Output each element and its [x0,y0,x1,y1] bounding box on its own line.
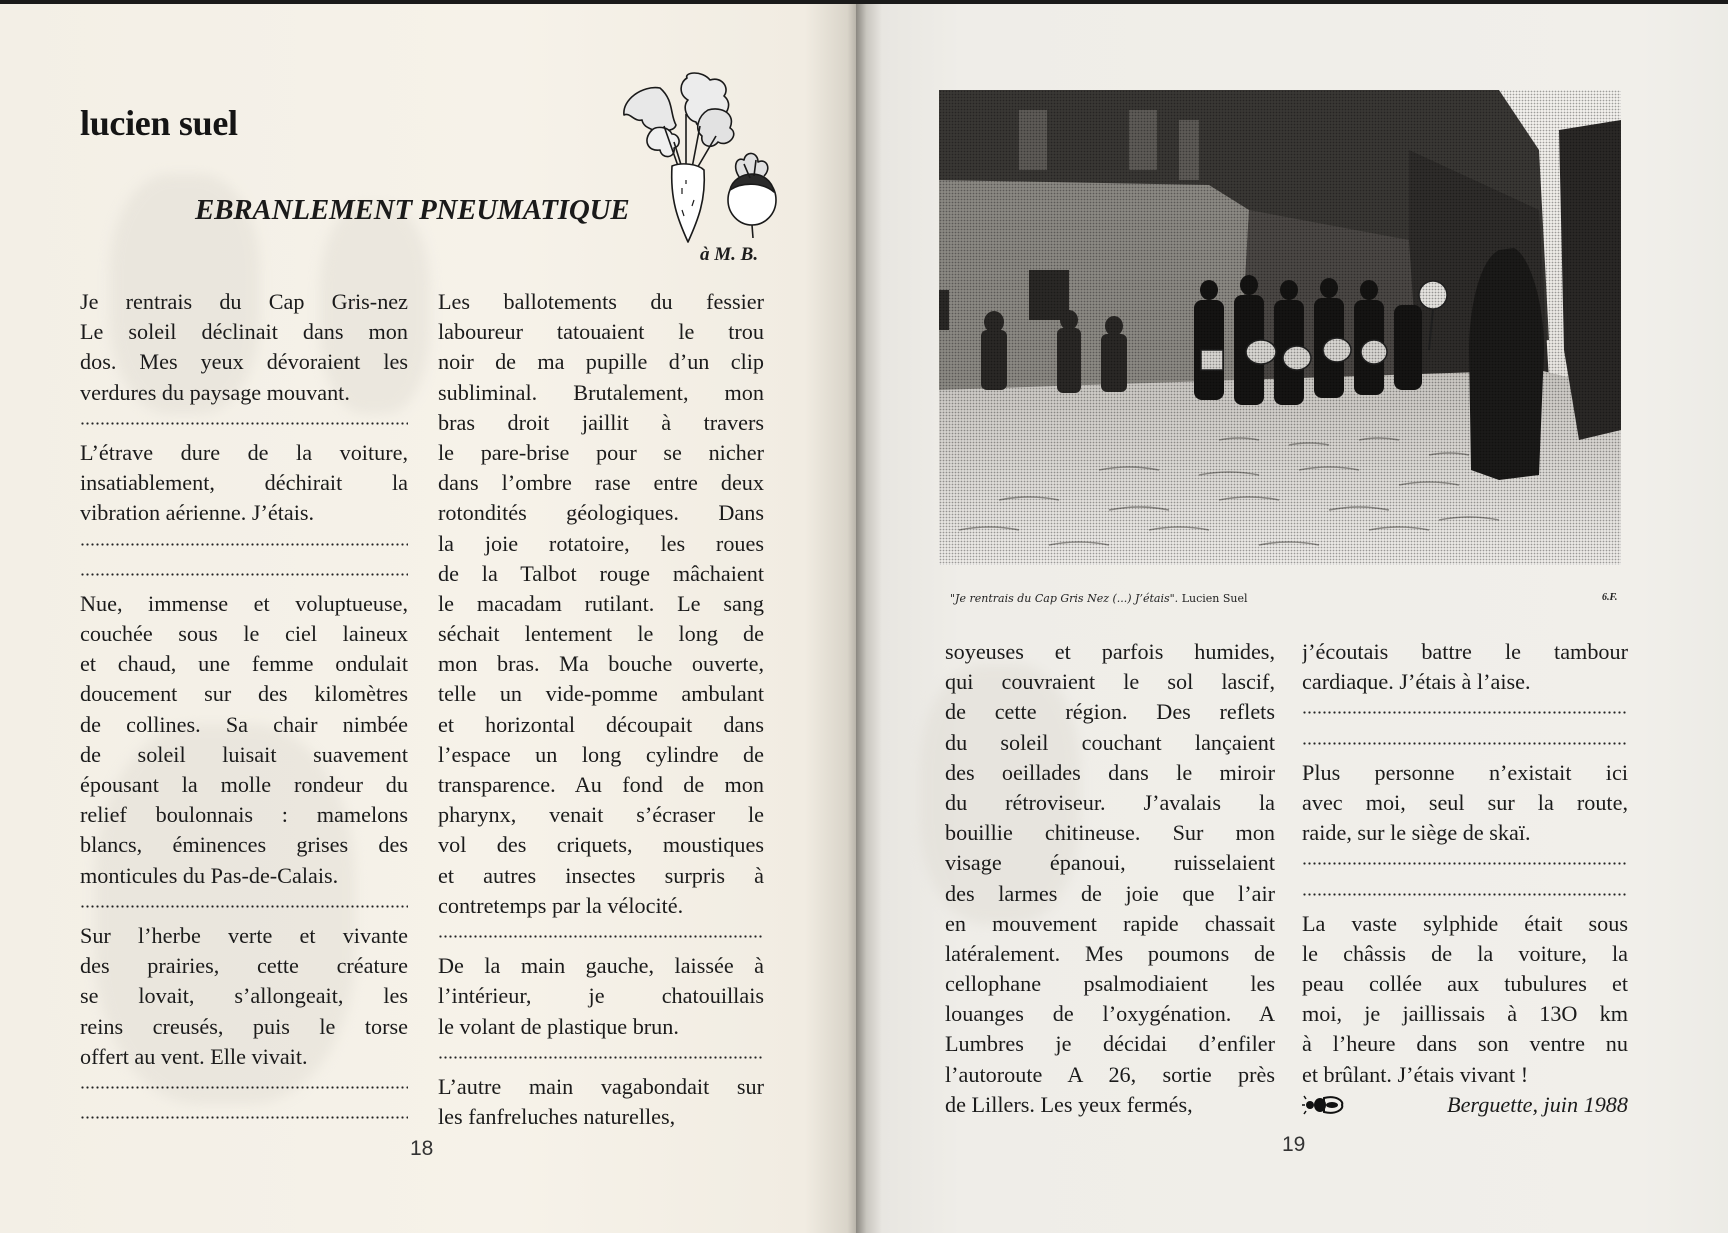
text-line: le pare-brise pour se nicher [438,439,764,465]
author-name: lucien suel [80,103,238,143]
text-line: dos. Mes yeux dévoraient les [80,349,408,375]
text-line: en mouvement rapide chassait [945,910,1275,936]
text-line: Nue, immense et voluptueuse, [80,590,408,616]
text-line: le volant de plastique brun. [438,1013,679,1039]
text-line: du rétroviseur. J’avalais la [945,789,1275,815]
text-line: Plus personne n’existait ici [1302,759,1628,785]
section-separator-dots [1302,848,1628,878]
text-line: de Lillers. Les yeux fermés, [945,1091,1193,1117]
text-line: à l’heure dans son ventre nu [1302,1031,1628,1057]
text-line: bras droit jaillit à travers [438,409,764,435]
text-line: j’écoutais battre le tambour [1302,639,1628,664]
text-line: cardiaque. J’étais à l’aise. [1302,669,1531,695]
text-line: L’autre main vagabondait sur [438,1073,764,1099]
page-number-left: 18 [410,1137,434,1160]
section-separator-dots [438,921,764,951]
text-line: des oeillades dans le miroir [945,759,1275,785]
text-line: relief boulonnais : mamelons [80,802,408,828]
text-line: cellophane psalmodiaient les [945,971,1275,997]
text-line: bouillie chitineuse. Sur mon [945,820,1275,846]
text-line: Lumbres je décidai d’enfiler [945,1031,1275,1057]
text-line: de soleil luisait suavement [80,741,408,767]
text-line: le macadam rutilant. Le sang [438,590,764,616]
text-line: avec moi, seul sur la route, [1302,789,1628,815]
section-separator-dots [1302,697,1628,727]
text-line: Sur l’herbe verte et vivante [80,922,408,948]
text-line: contretemps par la vélocité. [438,892,684,918]
text-line: vibration aérienne. J’étais. [80,500,315,526]
text-line: du soleil couchant lançaient [945,729,1275,755]
text-column-2 [438,287,764,1132]
text-line: séchait lentement le long de [438,621,764,647]
text-line: soyeuses et parfois humides, [945,639,1275,664]
text-line: noir de ma pupille d’un clip [438,349,764,375]
text-column-3 [945,637,1275,1120]
section-separator-dots [80,1072,408,1102]
section-separator-dots [1302,879,1628,909]
section-separator-dots [80,891,408,921]
text-line: l’autoroute A 26, sortie près [945,1061,1275,1087]
text-line: peau collée aux tubulures et [1302,971,1628,997]
section-separator-dots [80,408,408,438]
text-line: moi, je jaillissais à 13O km [1302,1001,1628,1027]
text-line: de cette région. Des reflets [945,699,1275,725]
section-separator-dots [80,1102,408,1132]
text-column-1 [80,287,408,1132]
dedication: à M. B. [700,244,759,265]
text-line: et chaud, une femme ondulait [80,651,408,677]
section-separator-dots [438,1042,764,1072]
text-line: couchée sous le ciel laineux [80,621,408,647]
text-line: pharynx, venait s’écraser le [438,802,764,828]
page-number-right: 19 [1282,1133,1306,1156]
text-line: l’espace un long cylindre de [438,741,764,767]
text-line: laboureur tatouaient le trou [438,319,764,345]
text-line: De la main gauche, laissée à [438,953,764,979]
place-date-signature: Berguette, juin 1988 [1447,1091,1628,1117]
text-line: transparence. Au fond de mon [438,772,764,797]
text-line: monticules du Pas-de-Calais. [80,862,339,888]
text-line: offert au vent. Elle vivait. [80,1043,308,1069]
text-line: et brûlant. J’étais vivant ! [1302,1061,1529,1087]
text-column-4 [1302,637,1628,1120]
text-line: rotondités géologiques. Dans [438,500,764,526]
text-line: le châssis de la voiture, la [1302,940,1628,966]
poem-title: EBRANLEMENT PNEUMATIQUE [195,194,630,226]
text-line: et autres insectes surpris à [438,862,764,888]
text-line: doucement sur des kilomètres [80,681,408,707]
photo-caption [950,592,1248,605]
text-line: blancs, éminences grises des [80,832,408,858]
marching-band-photo [939,90,1621,565]
text-line: subliminal. Brutalement, mon [438,379,764,405]
section-separator-dots [1302,728,1628,758]
text-line: telle un vide-pomme ambulant [438,681,764,707]
text-line: les fanfreluches naturelles, [438,1104,676,1130]
text-line: Je rentrais du Cap Gris-nez [80,289,408,314]
text-line: louanges de l’oxygénation. A [945,1001,1275,1027]
text-line: dans l’ombre rase entre deux [438,470,764,496]
text-line: Les ballotements du fessier [438,289,764,314]
text-line: mon bras. Ma bouche ouverte, [438,651,764,677]
beet-illustration-icon [612,70,782,245]
fly-ornament-icon [1302,1093,1346,1117]
photo-credit: 6.F. [1602,592,1618,603]
text-line: raide, sur le siège de skaï. [1302,820,1531,846]
text-line: épousant la molle rondeur du [80,772,408,797]
text-line: visage épanoui, ruisselaient [945,850,1275,876]
text-line: la joie rotatoire, les roues [438,530,764,556]
text-line: l’intérieur, je chatouillais [438,983,764,1009]
text-line: L’étrave dure de la voiture, [80,439,408,465]
text-line: qui couvraient le sol lascif, [945,669,1275,695]
caption-author: Lucien Suel [1181,592,1248,605]
text-line: de collines. Sa chair nimbée [80,711,408,737]
left-page [0,4,856,1233]
text-line: des larmes de joie que l’air [945,880,1275,906]
caption-quote: "Je rentrais du Cap Gris Nez (...) J’étais". [950,592,1179,605]
section-separator-dots [80,559,408,589]
text-line: La vaste sylphide était sous [1302,910,1628,936]
text-line: insatiablement, déchirait la [80,470,408,496]
signature-line [1302,1090,1628,1120]
text-line: de la Talbot rouge mâchaient [438,560,764,586]
text-line: et horizontal découpait dans [438,711,764,737]
text-line: vol des criquets, moustiques [438,832,764,858]
text-line: reins creusés, puis le torse [80,1013,408,1039]
section-separator-dots [80,529,408,559]
text-line: Le soleil déclinait dans mon [80,319,408,345]
parade-photograph [939,90,1621,565]
text-line: latéralement. Mes poumons de [945,940,1275,966]
text-line: se lovait, s’allongeait, les [80,983,408,1009]
text-line: des prairies, cette créature [80,953,408,979]
text-line: verdures du paysage mouvant. [80,379,350,405]
